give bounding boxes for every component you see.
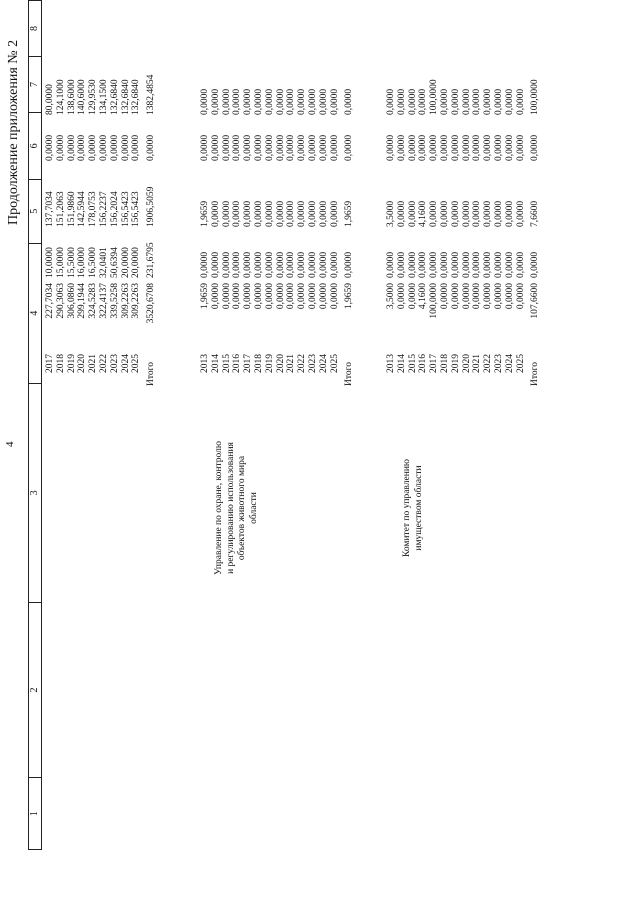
year-cell: 2024	[120, 354, 131, 373]
value-cell-col8: 0,0000	[494, 88, 504, 115]
value-cell-col7: 0,0000	[210, 134, 221, 161]
value-cell-col7: 0,0000	[429, 134, 440, 161]
year-cell: 2015	[407, 354, 418, 373]
value-cell-col5: 32,0401	[99, 247, 109, 278]
value-cell-col6: 137,7034	[45, 191, 55, 227]
value-cell-col4: 0,0000	[407, 283, 418, 310]
value-cell-col6: 142,5944	[77, 191, 88, 227]
value-cell-col4: 0,0000	[210, 283, 221, 310]
value-cell-col8: 132,6840	[120, 79, 131, 115]
year-cell: 2016	[418, 354, 429, 373]
organization-name-line: Управление по охране, контролю	[214, 441, 224, 575]
value-cell-col6: 151,9860	[66, 191, 77, 227]
year-cell: 2014	[396, 354, 407, 373]
value-cell-col5: 0,0000	[429, 251, 440, 278]
value-cell-col7: 0,0000	[461, 134, 472, 161]
value-cell-col4: 0,0000	[318, 283, 329, 310]
appendix-title: Продолжение приложения № 2	[6, 39, 21, 225]
value-cell-col8: 0,0000	[472, 88, 483, 115]
value-cell-col7: 0,0000	[297, 134, 308, 161]
value-cell-col7: 0,0000	[386, 134, 396, 161]
value-cell-col4: 0,0000	[264, 283, 275, 310]
value-cell-col5: 0,0000	[407, 251, 418, 278]
value-cell-col6: 0,0000	[329, 200, 340, 227]
value-cell-col5: 0,0000	[297, 251, 308, 278]
value-cell-col7: 0,0000	[66, 134, 77, 161]
value-cell-col5: 0,0000	[515, 251, 526, 278]
value-cell-col6: 3,5000	[386, 200, 396, 227]
value-cell-col5: 16,5000	[88, 247, 99, 278]
value-cell-col8: 0,0000	[286, 88, 297, 115]
total-col5: 231,6795	[146, 242, 157, 278]
value-cell-col4: 0,0000	[450, 283, 461, 310]
year-cell: 2017	[243, 354, 254, 373]
value-cell-col8: 132,6840	[109, 79, 120, 115]
year-cell: 2018	[55, 354, 66, 373]
value-cell-col6: 0,0000	[504, 200, 515, 227]
value-cell-col7: 0,0000	[99, 134, 109, 161]
value-cell-col4: 299,1944	[77, 283, 88, 319]
value-cell-col7: 0,0000	[483, 134, 494, 161]
value-cell-col7: 0,0000	[515, 134, 526, 161]
value-cell-col8: 0,0000	[254, 88, 264, 115]
value-cell-col6: 0,0000	[396, 200, 407, 227]
value-cell-col6: 0,0000	[297, 200, 308, 227]
value-cell-col6: 0,0000	[450, 200, 461, 227]
value-cell-col4: 339,5258	[109, 283, 120, 319]
value-cell-col5: 0,0000	[494, 251, 504, 278]
value-cell-col8: 134,1500	[99, 79, 109, 115]
value-cell-col4: 0,0000	[396, 283, 407, 310]
year-cell: 2024	[504, 354, 515, 373]
total-col8: 100,0000	[530, 79, 541, 115]
value-cell-col5: 20,0000	[131, 247, 142, 278]
value-cell-col5: 0,0000	[418, 251, 429, 278]
column-header: 1	[29, 778, 42, 850]
total-label: Итого	[344, 361, 355, 386]
value-cell-col4: 0,0000	[329, 283, 340, 310]
organization-name-line: и регулированию использования	[225, 442, 236, 574]
value-cell-col8: 0,0000	[483, 88, 494, 115]
value-cell-col8: 124,1000	[55, 79, 66, 115]
value-cell-col6: 178,0753	[88, 191, 99, 227]
value-cell-col7: 0,0000	[88, 134, 99, 161]
value-cell-col8: 138,6000	[66, 79, 77, 115]
value-cell-col8: 0,0000	[275, 88, 286, 115]
year-cell: 2021	[286, 354, 297, 373]
value-cell-col6: 156,2237	[99, 191, 109, 227]
value-cell-col8: 0,0000	[450, 88, 461, 115]
column-header: 6	[29, 113, 42, 180]
year-cell: 2013	[200, 354, 210, 373]
value-cell-col5: 0,0000	[232, 251, 243, 278]
value-cell-col7: 0,0000	[472, 134, 483, 161]
value-cell-col5: 20,0000	[120, 247, 131, 278]
value-cell-col4: 324,5283	[88, 283, 99, 319]
value-cell-col7: 0,0000	[396, 134, 407, 161]
value-cell-col4: 309,2263	[131, 283, 142, 319]
organization-name-line: Комитет по управлению	[402, 459, 412, 558]
value-cell-col5: 0,0000	[461, 251, 472, 278]
organization-name-line: объектов животного мира	[237, 455, 247, 561]
value-cell-col5: 50,6394	[109, 247, 120, 278]
value-cell-col7: 0,0000	[232, 134, 243, 161]
value-cell-col6: 156,2024	[109, 191, 120, 227]
year-cell: 2019	[66, 354, 77, 373]
value-cell-col6: 0,0000	[429, 200, 440, 227]
value-cell-col8: 80,0000	[45, 84, 55, 115]
value-cell-col4: 0,0000	[243, 283, 254, 310]
value-cell-col5: 0,0000	[504, 251, 515, 278]
value-cell-col6: 0,0000	[221, 200, 232, 227]
value-cell-col6: 0,0000	[254, 200, 264, 227]
value-cell-col4: 0,0000	[275, 283, 286, 310]
value-cell-col6: 0,0000	[286, 200, 297, 227]
value-cell-col6: 0,0000	[308, 200, 318, 227]
value-cell-col5: 15,5000	[66, 247, 77, 278]
year-cell: 2019	[264, 354, 275, 373]
value-cell-col7: 0,0000	[55, 134, 66, 161]
year-cell: 2021	[88, 354, 99, 373]
value-cell-col7: 0,0000	[200, 134, 210, 161]
value-cell-col8: 0,0000	[396, 88, 407, 115]
total-col6: 7,6600	[530, 200, 541, 227]
organization-name-line: имуществом области	[413, 465, 424, 551]
value-cell-col7: 0,0000	[254, 134, 264, 161]
value-cell-col8: 0,0000	[264, 88, 275, 115]
column-header: 4	[29, 243, 42, 383]
value-cell-col8: 129,9530	[88, 79, 99, 115]
year-cell: 2025	[329, 354, 340, 373]
value-cell-col5: 0,0000	[221, 251, 232, 278]
value-cell-col6: 0,0000	[243, 200, 254, 227]
value-cell-col5: 0,0000	[308, 251, 318, 278]
year-cell: 2018	[440, 354, 450, 373]
value-cell-col5: 0,0000	[200, 251, 210, 278]
value-cell-col6: 0,0000	[472, 200, 483, 227]
value-cell-col8: 0,0000	[407, 88, 418, 115]
value-cell-col7: 0,0000	[77, 134, 88, 161]
value-cell-col4: 0,0000	[515, 283, 526, 310]
column-header: 8	[29, 1, 42, 57]
value-cell-col5: 16,0000	[77, 247, 88, 278]
value-cell-col5: 0,0000	[210, 251, 221, 278]
value-cell-col7: 0,0000	[504, 134, 515, 161]
value-cell-col5: 0,0000	[440, 251, 450, 278]
value-cell-col8: 0,0000	[329, 88, 340, 115]
value-cell-col4: 3,5000	[386, 283, 396, 310]
value-cell-col5: 0,0000	[450, 251, 461, 278]
year-cell: 2018	[254, 354, 264, 373]
column-header: 2	[29, 602, 42, 778]
year-cell: 2020	[77, 354, 88, 373]
value-cell-col8: 0,0000	[418, 88, 429, 115]
year-cell: 2017	[45, 354, 55, 373]
value-cell-col6: 0,0000	[440, 200, 450, 227]
year-cell: 2016	[232, 354, 243, 373]
value-cell-col4: 309,2263	[120, 283, 131, 319]
total-col4: 3520,6708	[146, 283, 157, 324]
total-col5: 0,0000	[530, 251, 541, 278]
year-cell: 2015	[221, 354, 232, 373]
value-cell-col5: 0,0000	[396, 251, 407, 278]
value-cell-col4: 0,0000	[286, 283, 297, 310]
value-cell-col7: 0,0000	[308, 134, 318, 161]
value-cell-col8: 0,0000	[440, 88, 450, 115]
value-cell-col4: 290,3063	[55, 283, 66, 319]
value-cell-col5: 0,0000	[329, 251, 340, 278]
total-col4: 107,6600	[530, 283, 541, 319]
value-cell-col4: 1,9659	[200, 283, 210, 310]
total-col7: 0,0000	[146, 134, 157, 161]
organization-name-line: области	[248, 492, 259, 524]
value-cell-col4: 0,0000	[504, 283, 515, 310]
year-cell: 2023	[494, 354, 504, 373]
value-cell-col7: 0,0000	[120, 134, 131, 161]
value-cell-col8: 0,0000	[386, 88, 396, 115]
value-cell-col7: 0,0000	[450, 134, 461, 161]
value-cell-col7: 0,0000	[264, 134, 275, 161]
year-cell: 2022	[483, 354, 494, 373]
value-cell-col7: 0,0000	[407, 134, 418, 161]
value-cell-col6: 0,0000	[515, 200, 526, 227]
value-cell-col8: 140,6000	[77, 79, 88, 115]
value-cell-col4: 0,0000	[483, 283, 494, 310]
value-cell-col7: 0,0000	[275, 134, 286, 161]
year-cell: 2014	[210, 354, 221, 373]
value-cell-col4: 0,0000	[221, 283, 232, 310]
year-cell: 2020	[461, 354, 472, 373]
value-cell-col5: 15,0000	[55, 247, 66, 278]
total-col6: 1906,5059	[146, 186, 157, 227]
value-cell-col7: 0,0000	[45, 134, 55, 161]
value-cell-col6: 156,5423	[120, 191, 131, 227]
value-cell-col8: 0,0000	[297, 88, 308, 115]
year-cell: 2023	[109, 354, 120, 373]
year-cell: 2021	[472, 354, 483, 373]
year-cell: 2019	[450, 354, 461, 373]
value-cell-col7: 0,0000	[131, 134, 142, 161]
year-cell: 2017	[429, 354, 440, 373]
column-header-row	[28, 0, 42, 850]
total-col7: 0,0000	[344, 134, 355, 161]
value-cell-col5: 10,0000	[45, 247, 55, 278]
value-cell-col7: 0,0000	[318, 134, 329, 161]
value-cell-col6: 0,0000	[210, 200, 221, 227]
value-cell-col8: 0,0000	[221, 88, 232, 115]
value-cell-col4: 0,0000	[472, 283, 483, 310]
year-cell: 2022	[297, 354, 308, 373]
value-cell-col8: 0,0000	[200, 88, 210, 115]
total-col7: 0,0000	[530, 134, 541, 161]
value-cell-col4: 322,4137	[99, 283, 109, 319]
page-number: 4	[4, 441, 16, 447]
year-cell: 2023	[308, 354, 318, 373]
total-label: Итого	[530, 361, 541, 386]
value-cell-col4: 0,0000	[461, 283, 472, 310]
value-cell-col4: 0,0000	[254, 283, 264, 310]
year-cell: 2025	[515, 354, 526, 373]
value-cell-col8: 0,0000	[318, 88, 329, 115]
value-cell-col8: 132,6840	[131, 79, 142, 115]
value-cell-col8: 0,0000	[308, 88, 318, 115]
value-cell-col5: 0,0000	[483, 251, 494, 278]
value-cell-col8: 0,0000	[515, 88, 526, 115]
value-cell-col8: 0,0000	[232, 88, 243, 115]
value-cell-col5: 0,0000	[254, 251, 264, 278]
column-header: 7	[29, 57, 42, 113]
value-cell-col5: 0,0000	[264, 251, 275, 278]
value-cell-col7: 0,0000	[440, 134, 450, 161]
value-cell-col6: 1,9659	[200, 200, 210, 227]
value-cell-col6: 0,0000	[318, 200, 329, 227]
value-cell-col6: 0,0000	[275, 200, 286, 227]
value-cell-col7: 0,0000	[109, 134, 120, 161]
value-cell-col6: 151,2063	[55, 191, 66, 227]
total-col4: 1,9659	[344, 283, 355, 310]
column-header: 3	[29, 383, 42, 602]
column-header: 5	[29, 179, 42, 243]
value-cell-col4: 306,0860	[66, 283, 77, 319]
value-cell-col6: 156,5423	[131, 191, 142, 227]
total-col5: 0,0000	[344, 251, 355, 278]
value-cell-col5: 0,0000	[386, 251, 396, 278]
value-cell-col6: 0,0000	[264, 200, 275, 227]
value-cell-col8: 0,0000	[504, 88, 515, 115]
organization-name	[214, 393, 260, 623]
value-cell-col4: 227,7034	[45, 283, 55, 319]
value-cell-col7: 0,0000	[418, 134, 429, 161]
value-cell-col7: 0,0000	[221, 134, 232, 161]
value-cell-col6: 0,0000	[483, 200, 494, 227]
value-cell-col5: 0,0000	[275, 251, 286, 278]
year-cell: 2020	[275, 354, 286, 373]
value-cell-col4: 4,1600	[418, 283, 429, 310]
year-cell: 2025	[131, 354, 142, 373]
total-col6: 1,9659	[344, 200, 355, 227]
value-cell-col4: 0,0000	[232, 283, 243, 310]
value-cell-col7: 0,0000	[329, 134, 340, 161]
value-cell-col6: 0,0000	[407, 200, 418, 227]
total-col8: 0,0000	[344, 88, 355, 115]
value-cell-col6: 4,1600	[418, 200, 429, 227]
value-cell-col8: 0,0000	[461, 88, 472, 115]
value-cell-col5: 0,0000	[243, 251, 254, 278]
year-cell: 2024	[318, 354, 329, 373]
value-cell-col6: 0,0000	[461, 200, 472, 227]
organization-name	[402, 393, 425, 623]
total-col8: 1382,4854	[146, 74, 157, 115]
value-cell-col4: 0,0000	[308, 283, 318, 310]
value-cell-col7: 0,0000	[286, 134, 297, 161]
value-cell-col7: 0,0000	[494, 134, 504, 161]
year-cell: 2013	[386, 354, 396, 373]
value-cell-col8: 100,0000	[429, 79, 440, 115]
value-cell-col8: 0,0000	[210, 88, 221, 115]
year-cell: 2022	[99, 354, 109, 373]
value-cell-col4: 0,0000	[440, 283, 450, 310]
value-cell-col5: 0,0000	[286, 251, 297, 278]
total-label: Итого	[146, 361, 157, 386]
value-cell-col8: 0,0000	[243, 88, 254, 115]
value-cell-col5: 0,0000	[318, 251, 329, 278]
value-cell-col7: 0,0000	[243, 134, 254, 161]
value-cell-col4: 0,0000	[494, 283, 504, 310]
value-cell-col6: 0,0000	[232, 200, 243, 227]
value-cell-col4: 100,0000	[429, 283, 440, 319]
value-cell-col5: 0,0000	[472, 251, 483, 278]
value-cell-col4: 0,0000	[297, 283, 308, 310]
value-cell-col6: 0,0000	[494, 200, 504, 227]
